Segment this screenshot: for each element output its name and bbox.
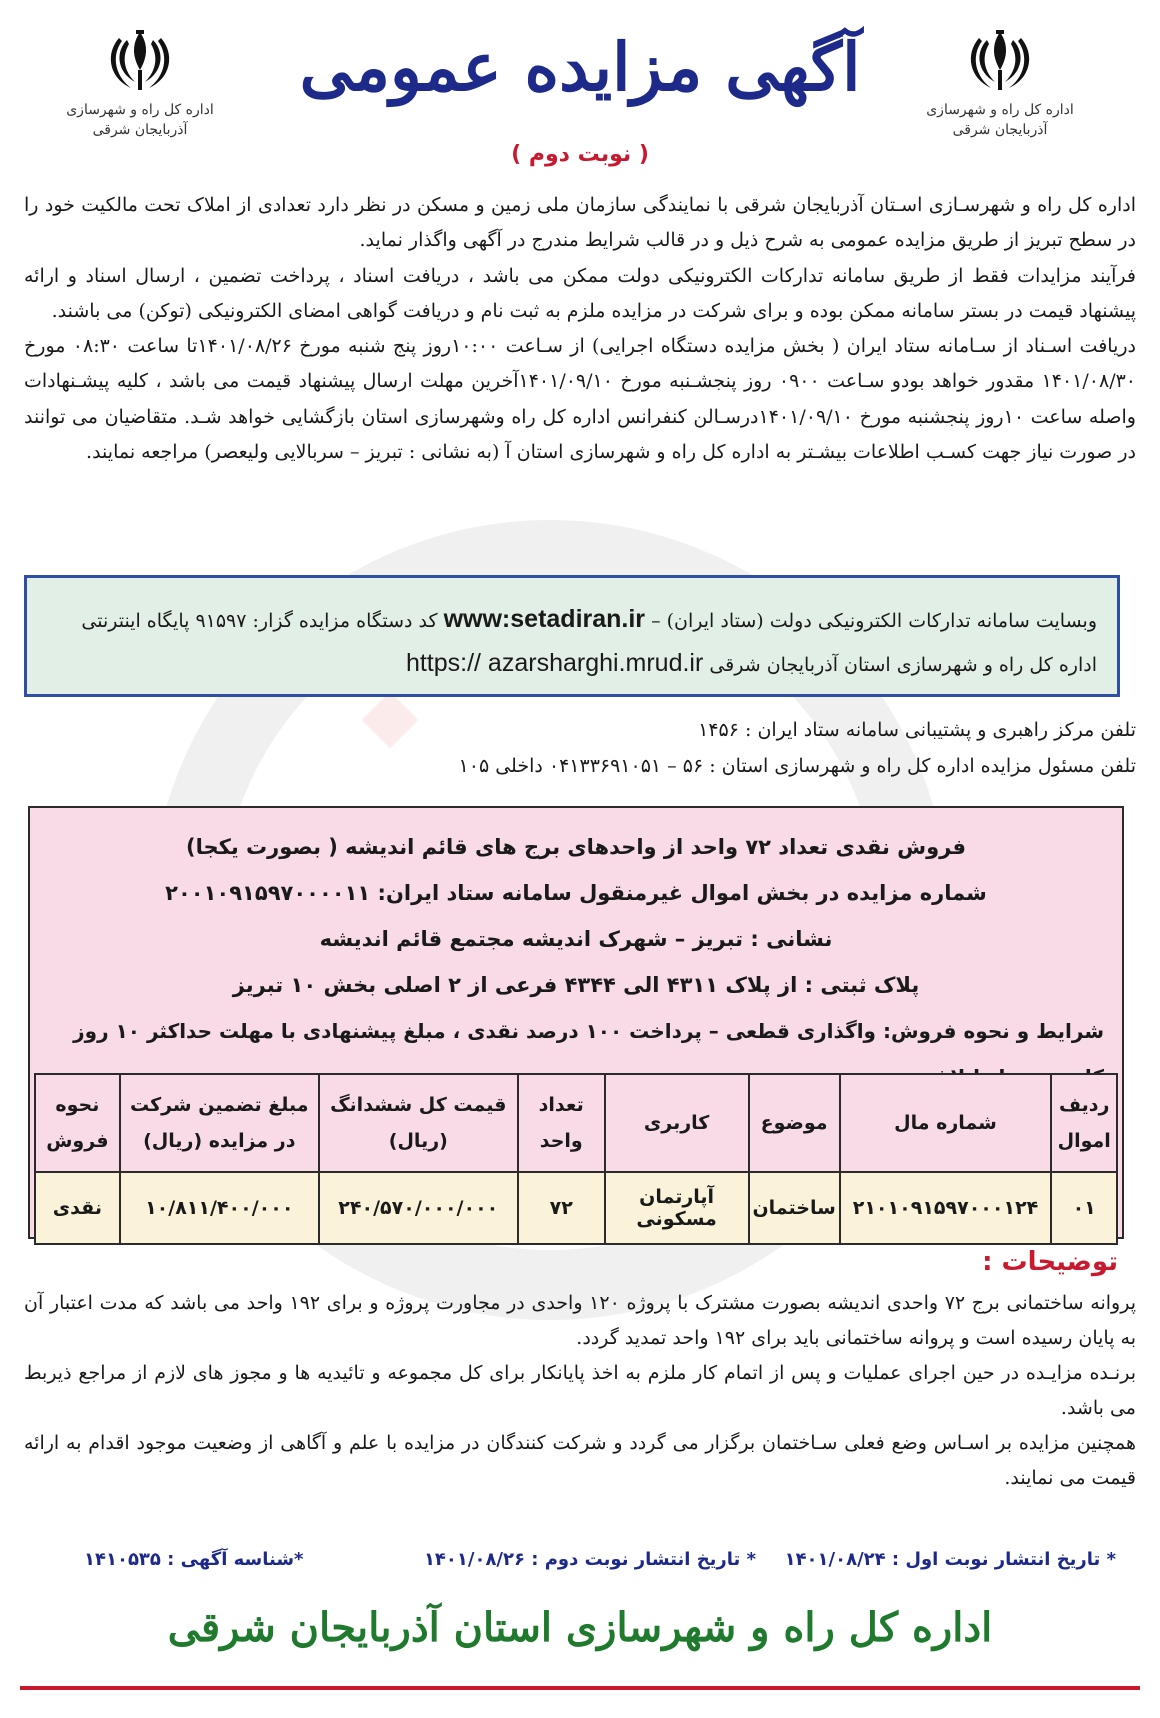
- note-paragraph: برنـده مزایـده در حین اجرای عملیات و پس از اتمام کار ملزم به اخذ پایانکار برای کل مجموعه و تائیدیه ها و مجوز های لازم از مراجع ذیربط می باشد.: [24, 1362, 1136, 1419]
- org-line-2: آذربایجان شرقی: [952, 122, 1048, 138]
- notes-section: [24, 1286, 1136, 1496]
- second-publication-date: * تاریخ انتشار نوبت دوم : ۱۴۰۱/۰۸/۲۶: [423, 1549, 756, 1570]
- intro-paragraph: فرآیند مزایدات فقط از طریق سامانه تدارکات الکترونیکی دولت ممکن می باشد ، دریافت اسناد ، پرداخت تضمین ، ارسال اسناد و ارائه پیشنهاد قیمت در بستر سامانه ممکن بوده و برای شرکت در مزایده ملزم به ثبت نام و دریافت گواهی امضای الکترونیکی (توکن) می باشند.: [24, 264, 1136, 322]
- note-paragraph: همچنین مزایده بر اسـاس وضع فعلی سـاختمان برگزار می گردد و شرکت کنندگان در مزایده با علم و آگاهی از وضعیت موجود اقدام به ارائه قیمت می نمایند.: [24, 1432, 1136, 1489]
- website-label: اداره کل راه و شهرسازی استان آذربایجان شرقی: [709, 654, 1097, 676]
- emblem-left: [40, 26, 240, 140]
- auction-details-box: [28, 806, 1124, 1239]
- notice-id: *شناسه آگهی : ۱۴۱۰۵۳۵: [84, 1549, 304, 1570]
- setadiran-link[interactable]: www:setadiran.ir: [443, 605, 646, 633]
- column-header: کاربری: [605, 1074, 749, 1172]
- table-cell: آپارتمان مسکونی: [605, 1172, 749, 1244]
- footer-divider: [20, 1686, 1140, 1690]
- publication-info: [24, 1549, 1136, 1579]
- phone-line: تلفن مرکز راهبری و پشتیبانی سامانه ستاد ایران : ۱۴۵۶: [698, 719, 1136, 741]
- table-cell: ساختمان: [749, 1172, 840, 1244]
- website-code: کد دستگاه مزایده گزار: ۹۱۵۹۷ پایگاه اینترنتی: [81, 610, 438, 632]
- auction-address: نشانی : تبریز – شهرک اندیشه مجتمع قائم اندیشه: [319, 927, 833, 951]
- website-line-1: [47, 598, 1097, 642]
- table-row: [35, 1172, 1117, 1244]
- iran-emblem-icon: [965, 26, 1035, 98]
- intro-section: [24, 188, 1136, 470]
- table-cell: نقدی: [35, 1172, 120, 1244]
- phone-line: تلفن مسئول مزایده اداره کل راه و شهرسازی استان : ۵۶ – ۰۴۱۳۳۶۹۱۰۵۱ داخلی ۱۰۵: [458, 755, 1136, 777]
- lots-table: [34, 1073, 1118, 1245]
- column-header: ردیف اموال: [1051, 1074, 1117, 1172]
- org-name-right: [900, 100, 1100, 140]
- notes-title: توضیحات :: [982, 1247, 1118, 1277]
- column-header: مبلغ تضمین شرکت در مزایده (ریال): [120, 1074, 319, 1172]
- column-header: قیمت کل ششدانگ (ریال): [319, 1074, 518, 1172]
- column-header: شماره مال: [840, 1074, 1052, 1172]
- emblem-right: [900, 26, 1100, 140]
- mrud-link[interactable]: https:// azarsharghi.mrud.ir: [405, 649, 704, 677]
- column-header: موضوع: [749, 1074, 840, 1172]
- page-subtitle: ( نوبت دوم ): [511, 142, 649, 167]
- website-line-2: [47, 642, 1097, 686]
- org-line-1: اداره کل راه و شهرسازی: [66, 102, 214, 118]
- auction-title: فروش نقدی تعداد ۷۲ واحد از واحدهای برج های قائم اندیشه ( بصورت یکجا): [186, 835, 966, 859]
- table-cell: ۲۴۰/۵۷۰/۰۰۰/۰۰۰: [319, 1172, 518, 1244]
- iran-emblem-icon: [105, 26, 175, 98]
- table-cell: ۰۱: [1051, 1172, 1117, 1244]
- org-line-2: آذربایجان شرقی: [92, 122, 188, 138]
- website-label: وبسایت سامانه تدارکات الکترونیکی دولت (ستاد ایران) –: [651, 610, 1097, 632]
- intro-paragraph: اداره کل راه و شهرسـازی اسـتان آذربایجان شرقی با نمایندگی سازمان ملی زمین و مسکن در نظر دارد تعدادی از املاک تحت مالکیت خود را در سطح تبریز از طریق مزایده عمومی به شرح ذیل و در قالب شرایط مندرج در آگهی واگذار نماید.: [24, 194, 1136, 252]
- org-name-left: [40, 100, 240, 140]
- website-info-box: [24, 575, 1120, 697]
- intro-paragraph: دریافت اسـناد از سـامانه ستاد ایران ( بخش مزایده دستگاه اجرایی) از سـاعت ۱۰:۰۰روز پنج شنبه مورخ ۱۴۰۱/۰۸/۲۶تا ساعت ۰۸:۳۰ مورخ ۱۴۰۱/۰۸/۳۰ مقدور خواهد بودو سـاعت ۰۹۰۰ روز پنجشـنبه مورخ ۱۴۰۱/۰۹/۱۰آخرین مهلت ارسال پیشنهاد قیمت می باشد ، کلیه پیشـنهادات واصله ساعت ۱۰روز پنجشنبه مورخ ۱۴۰۱/۰۹/۱۰درسـالن کنفرانس اداره کل راه وشهرسازی استان بازگشایی خواهد شـد. متقاضیان می توانند در صورت نیاز جهت کسـب اطلاعات بیشـتر به اداره کل راه و شهرسازی استان آ (به نشانی : تبریز – سربالایی ولیعصر) مراجعه نمایند.: [24, 335, 1137, 464]
- contact-phones: [24, 712, 1136, 784]
- auction-terms: شرایط و نحوه فروش: واگذاری قطعی – پرداخت ۱۰۰ درصد نقدی ، مبلغ پیشنهادی با مهلت حداکثر ۱۰ روز: [73, 1019, 1104, 1043]
- table-cell: ۱۰/۸۱۱/۴۰۰/۰۰۰: [120, 1172, 319, 1244]
- note-paragraph: پروانه ساختمانی برج ۷۲ واحدی اندیشه بصورت مشترک با پروژه ۱۲۰ واحدی در مجاورت پروژه و برای ۱۹۲ واحد می باشد که مدت اعتبار آن به پایان رسیده است و پروانه ساختمانی باید برای ۱۹۲ واحد تمدید گردد.: [24, 1292, 1136, 1349]
- column-header: نحوه فروش: [35, 1074, 120, 1172]
- table-cell: ۲۱۰۱۰۹۱۵۹۷۰۰۰۱۲۴: [840, 1172, 1052, 1244]
- table-header-row: [35, 1074, 1117, 1172]
- auction-plate: پلاک ثبتی : از پلاک ۴۳۱۱ الی ۴۳۴۴ فرعی از ۲ اصلی بخش ۱۰ تبریز: [232, 973, 920, 997]
- auction-number: شماره مزایده در بخش اموال غیرمنقول سامانه ستاد ایران: ۲۰۰۱۰۹۱۵۹۷۰۰۰۰۱۱: [165, 881, 987, 905]
- column-header: تعداد واحد: [518, 1074, 605, 1172]
- org-line-1: اداره کل راه و شهرسازی: [926, 102, 1074, 118]
- first-publication-date: * تاریخ انتشار نوبت اول : ۱۴۰۱/۰۸/۲۴: [784, 1549, 1116, 1570]
- page-title: آگهی مزایده عمومی: [299, 28, 861, 106]
- footer-org-name: اداره کل راه و شهرسازی استان آذربایجان شرقی: [167, 1604, 993, 1651]
- table-cell: ۷۲: [518, 1172, 605, 1244]
